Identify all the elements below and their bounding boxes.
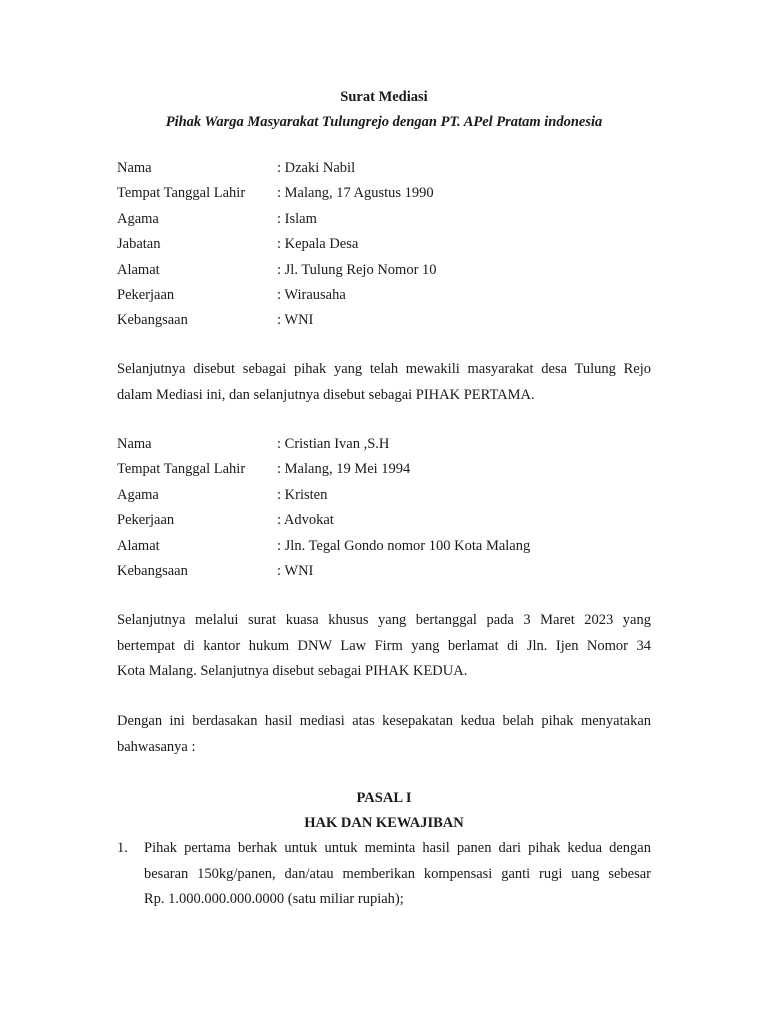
party2-row-occupation xyxy=(117,508,657,533)
party1-row-nationality xyxy=(117,308,657,333)
document-subtitle: Pihak Warga Masyarakat Tulungrejo dengan PT. APel Pratam indonesia xyxy=(165,114,603,130)
field-label: Kebangsaan xyxy=(117,562,188,579)
pasal-number: PASAL I xyxy=(356,790,412,806)
field-value: : Advokat xyxy=(277,512,334,529)
field-label: Alamat xyxy=(117,537,160,554)
field-label: Kebangsaan xyxy=(117,312,188,329)
paragraph-line: Selanjutnya disebut sebagai pihak yang telah mewakili masyarakat desa Tulung Rejo xyxy=(117,361,651,377)
party2-row-address xyxy=(117,534,657,559)
field-label: Pekerjaan xyxy=(117,512,175,529)
field-value: : Wirausaha xyxy=(277,286,346,303)
field-label: Jabatan xyxy=(117,236,161,253)
field-value: : Jln. Tegal Gondo nomor 100 Kota Malang xyxy=(277,537,531,554)
field-label: Nama xyxy=(117,160,152,176)
document-title: Surat Mediasi xyxy=(340,89,428,105)
party1-identity xyxy=(117,156,657,334)
paragraph-line: Selanjutnya melalui surat kuasa khusus yang bertanggal pada 3 Maret 2023 yang xyxy=(117,612,651,628)
field-label: Pekerjaan xyxy=(117,286,175,303)
field-value: : Kristen xyxy=(277,486,328,503)
paragraph-line: besaran 150kg/panen, dan/atau memberikan kompensasi ganti rugi uang sebesar xyxy=(144,865,651,882)
party2-identity xyxy=(117,432,657,584)
paragraph-line: dalam Mediasi ini, dan selanjutnya disebut sebagai PIHAK PERTAMA. xyxy=(117,386,535,403)
field-label: Nama xyxy=(117,436,152,452)
pasal-heading: HAK DAN KEWAJIBAN xyxy=(304,815,464,831)
paragraph-line: bertempat di kantor hukum DNW Law Firm yang berlamat di Jln. Ijen Nomor 34 xyxy=(117,637,651,654)
paragraph-line: Dengan ini berdasakan hasil mediasi atas kesepakatan kedua belah pihak menyatakan xyxy=(117,713,651,729)
field-label: Agama xyxy=(117,486,159,503)
party1-row-occupation xyxy=(117,283,657,308)
field-value: : Malang, 19 Mei 1994 xyxy=(277,461,411,478)
field-value: : Malang, 17 Agustus 1990 xyxy=(277,185,434,202)
field-value: : WNI xyxy=(277,312,314,329)
field-value: : Jl. Tulung Rejo Nomor 10 xyxy=(277,261,437,278)
party1-row-position xyxy=(117,232,657,257)
party2-row-nationality xyxy=(117,559,657,584)
paragraph-line: Pihak pertama berhak untuk untuk meminta hasil panen dari pihak kedua dengan xyxy=(144,840,651,856)
party1-statement xyxy=(117,357,651,408)
field-value: : Kepala Desa xyxy=(277,236,359,253)
field-value: : WNI xyxy=(277,562,314,579)
field-value: : Cristian Ivan ,S.H xyxy=(277,436,390,452)
party2-row-name xyxy=(117,432,657,457)
party1-row-religion xyxy=(117,207,657,232)
field-label: Tempat Tanggal Lahir xyxy=(117,461,246,478)
field-label: Agama xyxy=(117,210,159,227)
agreement-statement xyxy=(117,709,651,760)
field-value: : Dzaki Nabil xyxy=(277,160,356,176)
paragraph-line: bahwasanya : xyxy=(117,738,196,755)
paragraph-line: Rp. 1.000.000.000.0000 (satu miliar rupiah); xyxy=(144,891,404,907)
field-label: Alamat xyxy=(117,261,160,278)
party1-row-birth xyxy=(117,181,657,206)
paragraph-line: Kota Malang. Selanjutnya disebut sebagai PIHAK KEDUA. xyxy=(117,663,468,679)
field-value: : Islam xyxy=(277,210,317,227)
party2-row-religion xyxy=(117,483,657,508)
party2-row-birth xyxy=(117,457,657,482)
party1-row-address xyxy=(117,258,657,283)
pasal-item xyxy=(117,836,651,913)
item-number: 1. xyxy=(117,840,128,856)
field-label: Tempat Tanggal Lahir xyxy=(117,185,246,202)
party1-row-name xyxy=(117,156,657,181)
party2-statement xyxy=(117,608,651,685)
